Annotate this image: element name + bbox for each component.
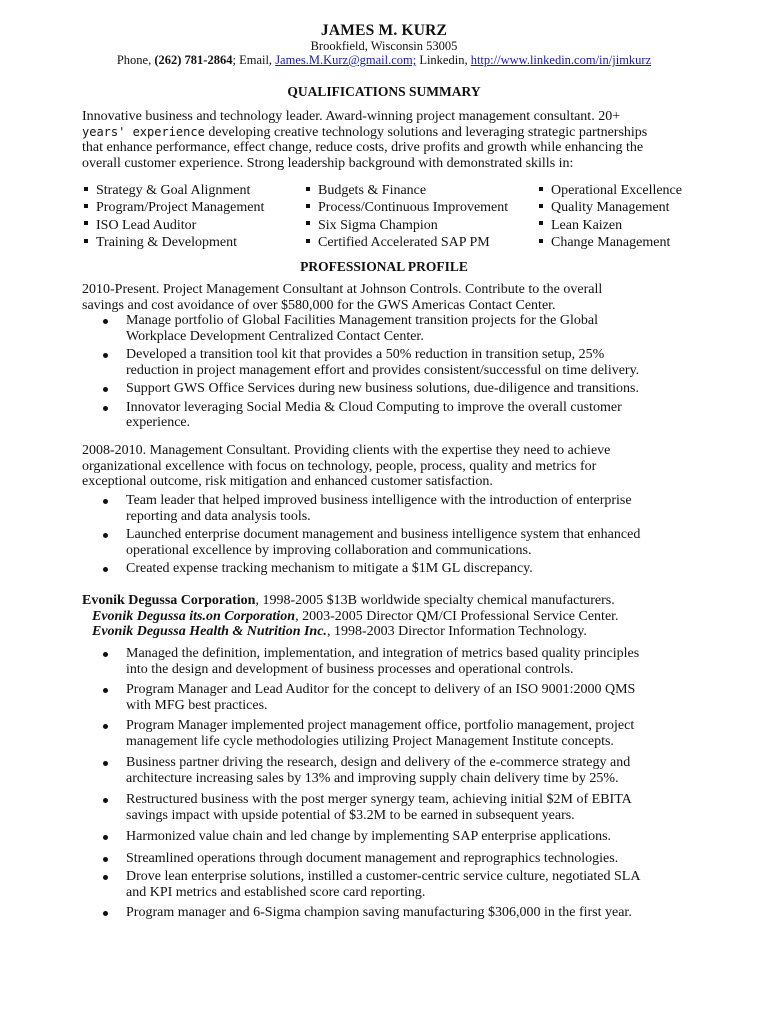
skill-label: Strategy & Goal Alignment: [96, 183, 251, 198]
job-intro: [82, 282, 692, 313]
bullet-icon: [103, 688, 108, 693]
bullet-line: Drove lean enterprise solutions, instilled a customer-centric service culture, negotiated SLA: [126, 869, 641, 884]
company-line: [82, 593, 702, 609]
bullet-icon: [103, 499, 108, 504]
linkedin-label: Linkedin,: [416, 53, 471, 67]
bullet-line: Streamlined operations through document management and reprographics technologies.: [126, 850, 619, 866]
bullet-icon: [103, 875, 108, 880]
skill-item: [306, 182, 508, 199]
bullet-line: Manage portfolio of Global Facilities Management transition projects for the Global: [126, 313, 598, 328]
bullet-icon: [103, 761, 108, 766]
contact-line: [0, 53, 768, 68]
square-bullet-icon: [539, 187, 543, 191]
bullet-line: and KPI metrics and established score card reporting.: [126, 884, 426, 900]
job-bullets: [100, 646, 700, 921]
bullet-line: with MFG best practices.: [126, 697, 268, 713]
company-detail: , 1998-2003 Director Information Technology.: [326, 624, 587, 640]
company-name: Evonik Degussa Corporation: [82, 593, 256, 608]
square-bullet-icon: [84, 239, 88, 243]
skill-item: [306, 199, 508, 216]
skill-label: Six Sigma Champion: [318, 217, 438, 233]
email-label: ; Email,: [232, 53, 276, 67]
qualifications-title: QUALIFICATIONS SUMMARY: [287, 84, 481, 99]
square-bullet-icon: [306, 187, 310, 191]
bullet-line: Program Manager implemented project management office, portfolio management, project: [126, 718, 635, 733]
list-item: [100, 792, 700, 823]
summary-line: Innovative business and technology leader. Award-winning project management consultant. 20+: [82, 109, 621, 124]
square-bullet-icon: [84, 221, 88, 225]
skill-label: Change Management: [551, 234, 671, 250]
list-item: [100, 561, 700, 577]
skill-label: Operational Excellence: [551, 183, 682, 198]
phone-label: Phone,: [116, 53, 155, 67]
list-item: [100, 400, 700, 431]
square-bullet-icon: [84, 187, 88, 191]
bullet-icon: [103, 835, 108, 840]
skill-item: [84, 199, 264, 216]
square-bullet-icon: [84, 204, 88, 208]
company-detail: , 2003-2005 Director QM/CI Professional Service Center.: [295, 608, 619, 624]
bullet-line: reduction in project management effort and provides consistent/successful on time delivery.: [126, 362, 640, 378]
skill-label: Budgets & Finance: [318, 183, 427, 198]
candidate-name: JAMES M. KURZ: [320, 22, 448, 39]
job-intro-line: organizational excellence with focus on technology, people, process, quality and metrics for: [82, 458, 597, 474]
bullet-icon: [103, 387, 108, 392]
company-line: [82, 609, 702, 625]
company-name: Evonik Degussa Health & Nutrition Inc.: [92, 624, 327, 640]
bullet-line: architecture increasing sales by 13% and improving supply chain delivery time by 25%.: [126, 770, 619, 786]
skill-label: Training & Development: [96, 234, 238, 250]
list-item: [100, 313, 700, 344]
list-item: [100, 718, 700, 749]
email-link[interactable]: James.M.Kurz@gmail.com;: [275, 53, 417, 67]
bullet-icon: [103, 798, 108, 803]
qualifications-summary: [82, 109, 692, 171]
bullet-line: Managed the definition, implementation, and integration of metrics based quality principles: [126, 646, 640, 661]
summary-line: that enhance performance, effect change, reduce costs, drive profits and growth while enhancing the: [82, 140, 644, 156]
bullet-icon: [103, 353, 108, 358]
job-bullets: [100, 493, 700, 577]
bullet-icon: [103, 652, 108, 657]
skill-label: Process/Continuous Improvement: [318, 200, 509, 216]
bullet-line: Created expense tracking mechanism to mitigate a $1M GL discrepancy.: [126, 561, 533, 576]
skill-label: ISO Lead Auditor: [96, 217, 197, 233]
bullet-line: Launched enterprise document management and business intelligence system that enhanced: [126, 527, 641, 542]
skill-item: [84, 182, 264, 199]
job-intro: [82, 443, 692, 490]
skill-label: Quality Management: [551, 200, 670, 216]
job-intro-line: 2010-Present. Project Management Consultant at Johnson Controls. Contribute to the overall: [82, 282, 603, 297]
bullet-line: Innovator leveraging Social Media & Cloud Computing to improve the overall customer: [126, 399, 622, 415]
bullet-line: Business partner driving the research, design and delivery of the e-commerce strategy and: [126, 755, 631, 770]
skills-column: [306, 182, 508, 251]
square-bullet-icon: [306, 221, 310, 225]
bullet-line: Harmonized value chain and led change by implementing SAP enterprise applications.: [126, 829, 612, 844]
linkedin-link[interactable]: http://www.linkedin.com/in/jimkurz: [470, 53, 652, 67]
bullet-icon: [103, 567, 108, 572]
skill-item: [539, 182, 682, 199]
list-item: [100, 646, 700, 677]
bullet-line: savings impact with upside potential of $3.2M to be earned in subsequent years.: [126, 807, 575, 823]
summary-mono-text: years' experience: [82, 124, 205, 139]
skill-item: [539, 217, 682, 234]
list-item: [100, 493, 700, 524]
list-item: [100, 527, 700, 558]
summary-text: developing creative technology solutions and leveraging strategic partnerships: [204, 124, 648, 140]
job-intro-line: savings and cost avoidance of over $580,000 for the GWS Americas Contact Center.: [82, 297, 556, 313]
company-name: Evonik Degussa its.on Corporation: [92, 608, 296, 624]
list-item: [100, 682, 700, 713]
skill-label: Certified Accelerated SAP PM: [318, 234, 490, 250]
bullet-line: Team leader that helped improved business intelligence with the introduction of enterprise: [126, 493, 632, 508]
skill-label: Program/Project Management: [96, 200, 265, 216]
job-intro-line: exceptional outcome, risk mitigation and enhanced customer satisfaction.: [82, 474, 493, 490]
summary-line: overall customer experience. Strong leadership background with demonstrated skills in:: [82, 155, 574, 171]
skills-column: [539, 182, 682, 251]
bullet-icon: [103, 857, 108, 862]
company-detail: , 1998-2005 $13B worldwide specialty chemical manufacturers.: [255, 593, 615, 608]
bullet-line: Program Manager and Lead Auditor for the concept to delivery of an ISO 9001:2000 QMS: [126, 682, 636, 697]
skill-item: [306, 234, 508, 251]
skill-item: [539, 234, 682, 251]
list-item: [100, 347, 700, 378]
list-item: [100, 905, 700, 921]
skill-item: [306, 217, 508, 234]
job-intro-line: 2008-2010. Management Consultant. Providing clients with the expertise they need to achieve: [82, 443, 611, 458]
skill-label: Lean Kaizen: [551, 217, 623, 233]
bullet-line: Workplace Development Centralized Contact Center.: [126, 328, 424, 344]
list-item: [100, 851, 700, 867]
bullet-line: Developed a transition tool kit that provides a 50% reduction in transition setup, 25%: [126, 347, 605, 362]
square-bullet-icon: [539, 221, 543, 225]
square-bullet-icon: [306, 239, 310, 243]
candidate-address: Brookfield, Wisconsin 53005: [310, 39, 458, 53]
skills-column: [84, 182, 264, 251]
bullet-line: management life cycle methodologies utilizing Project Management Institute concepts.: [126, 733, 614, 749]
list-item: [100, 829, 700, 845]
bullet-icon: [103, 319, 108, 324]
list-item: [100, 869, 700, 900]
bullet-line: Support GWS Office Services during new business solutions, due-diligence and transitions.: [126, 381, 639, 396]
skill-item: [84, 217, 264, 234]
bullet-line: experience.: [126, 415, 191, 430]
list-item: [100, 755, 700, 786]
square-bullet-icon: [539, 239, 543, 243]
bullet-icon: [103, 533, 108, 538]
phone-number: (262) 781-2864: [154, 53, 233, 67]
profile-title: PROFESSIONAL PROFILE: [300, 259, 468, 274]
bullet-line: operational excellence by improving collaboration and communications.: [126, 542, 532, 558]
summary-line: [82, 125, 692, 141]
bullet-icon: [103, 406, 108, 411]
job-bullets: [100, 313, 700, 431]
bullet-line: reporting and data analysis tools.: [126, 508, 311, 524]
company-header: [82, 593, 702, 640]
skill-item: [539, 199, 682, 216]
bullet-line: into the design and development of business processes and operational controls.: [126, 661, 574, 677]
skill-item: [84, 234, 264, 251]
square-bullet-icon: [306, 204, 310, 208]
square-bullet-icon: [539, 204, 543, 208]
bullet-icon: [103, 911, 108, 916]
company-line: [82, 624, 702, 640]
bullet-icon: [103, 724, 108, 729]
list-item: [100, 381, 700, 397]
bullet-line: Restructured business with the post merger synergy team, achieving initial $2M of EBITA: [126, 792, 632, 807]
bullet-line: Program manager and 6-Sigma champion saving manufacturing $306,000 in the first year.: [126, 905, 632, 920]
